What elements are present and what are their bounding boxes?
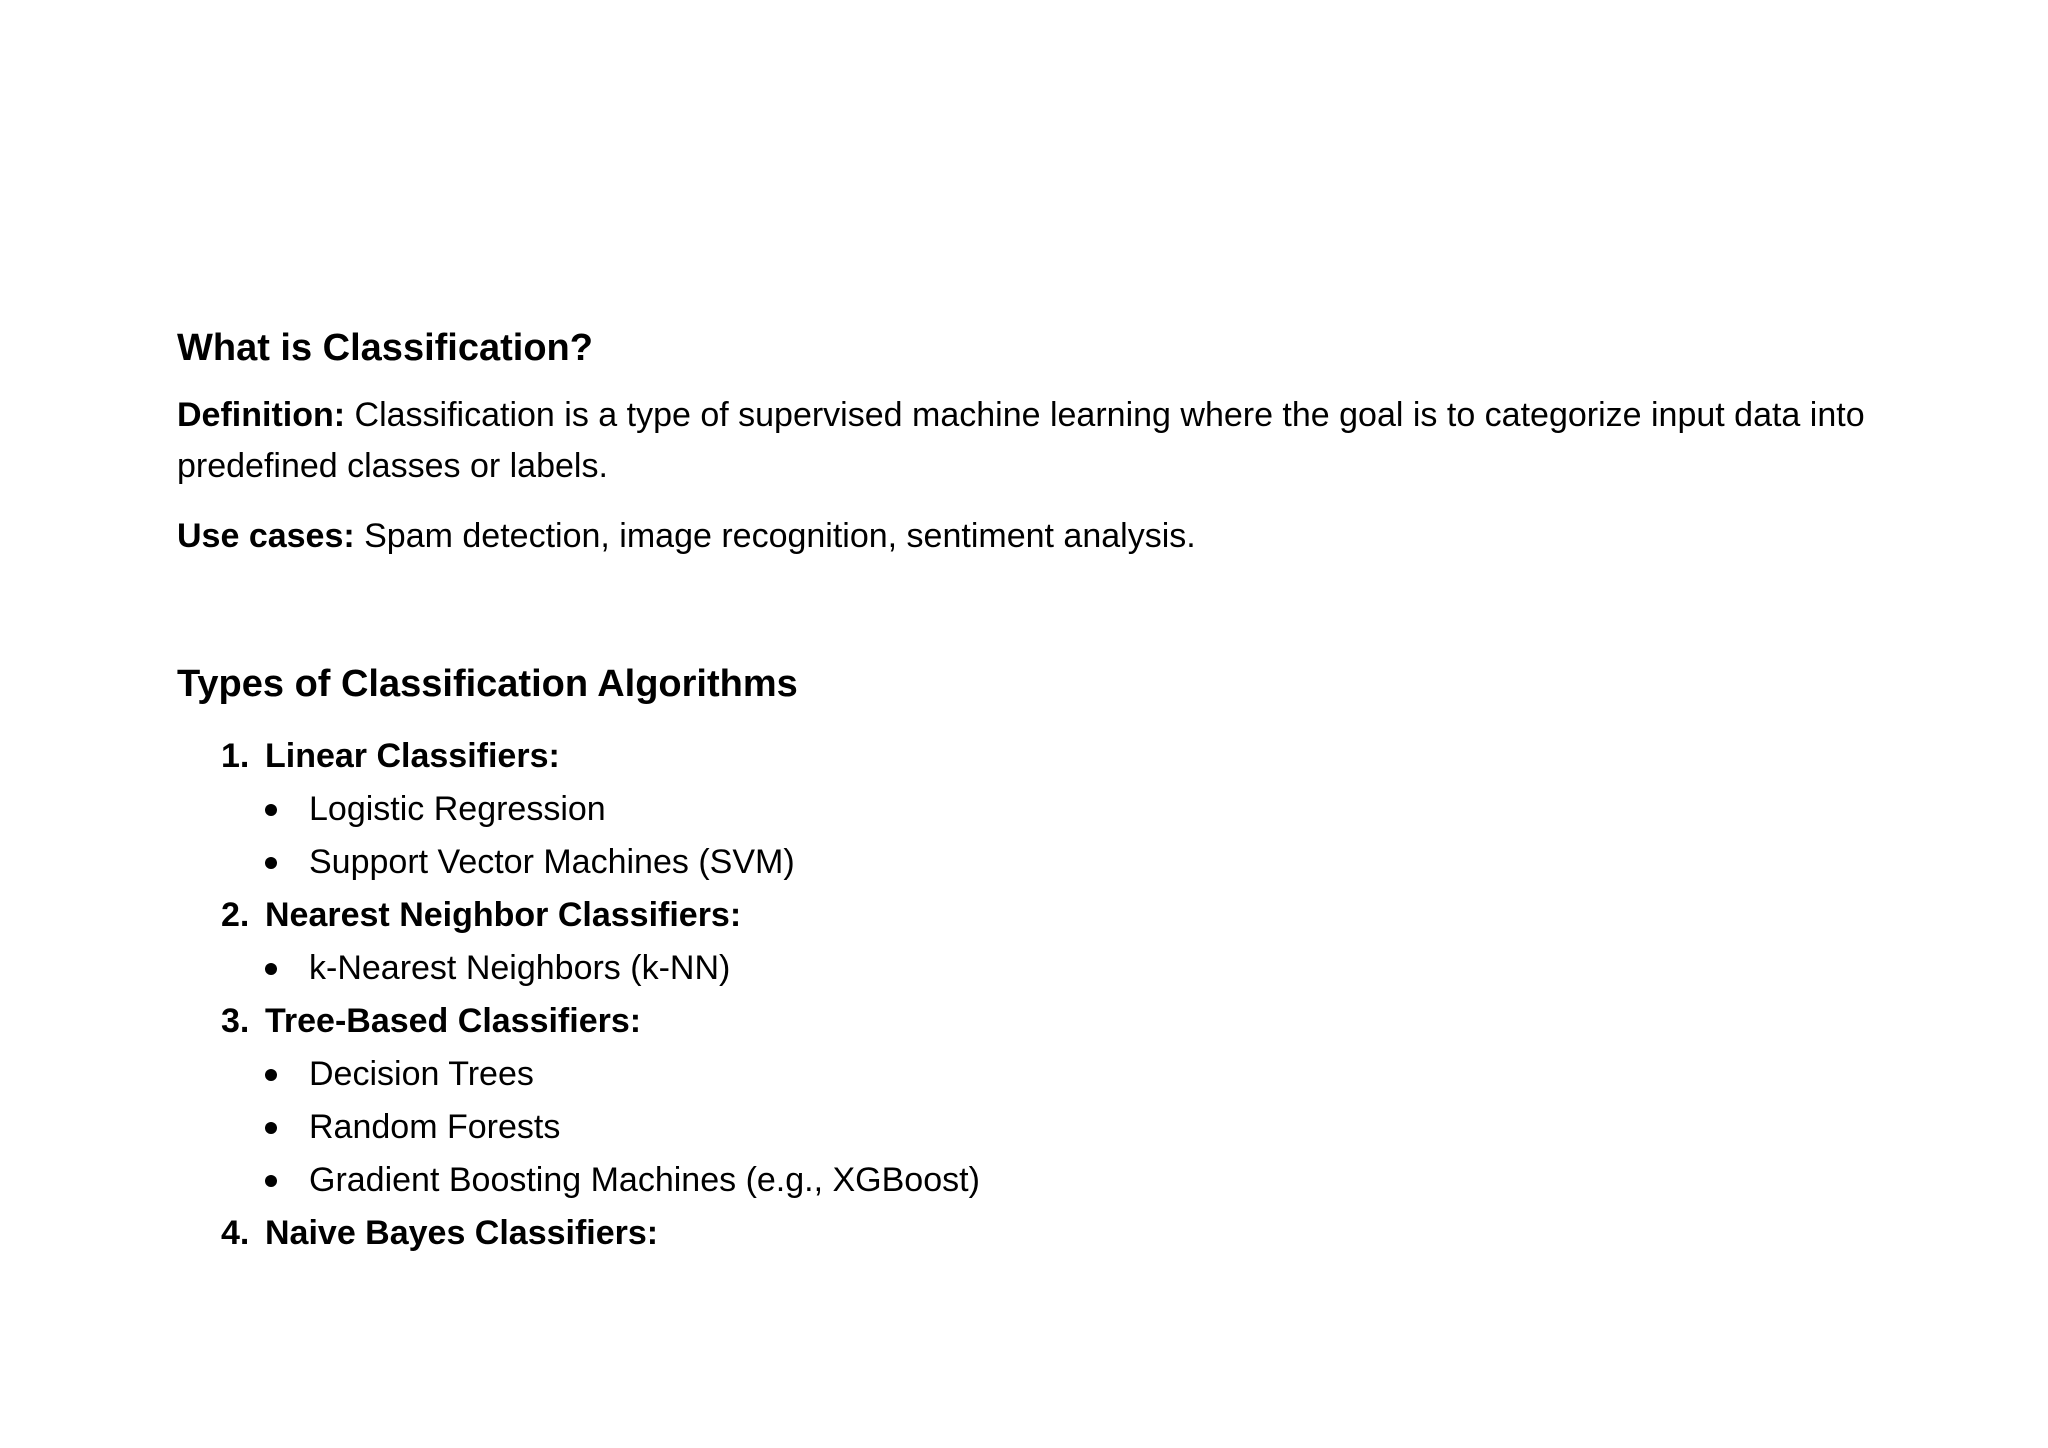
type-heading [221, 889, 1897, 942]
definition-paragraph [177, 390, 1897, 492]
list-number: 4. [221, 1214, 250, 1252]
list-item [265, 942, 1897, 995]
list-item [265, 1154, 1897, 1207]
type-label: Linear Classifiers: [265, 737, 560, 775]
sub-item-label: Random Forests [309, 1108, 561, 1146]
type-heading [221, 730, 1897, 783]
list-number: 3. [221, 1002, 250, 1040]
document-content [177, 318, 1897, 1260]
sub-item-label: Gradient Boosting Machines (e.g., XGBoost) [309, 1161, 980, 1199]
sub-item-label: k-Nearest Neighbors (k-NN) [309, 949, 731, 987]
list-number: 2. [221, 896, 250, 934]
list-item [221, 995, 1897, 1207]
list-item [265, 783, 1897, 836]
sub-list [221, 942, 1897, 995]
list-number: 1. [221, 737, 250, 775]
list-item [265, 836, 1897, 889]
usecases-paragraph [177, 511, 1897, 562]
list-item [265, 1048, 1897, 1101]
sub-item-label: Support Vector Machines (SVM) [309, 843, 795, 881]
list-item [265, 1101, 1897, 1154]
section-heading-types: Types of Classification Algorithms [177, 663, 798, 705]
list-item [221, 889, 1897, 995]
type-label: Naive Bayes Classifiers: [265, 1214, 659, 1252]
list-item [221, 1207, 1897, 1260]
bullet-icon [265, 1175, 277, 1187]
definition-label: Definition: [177, 396, 346, 434]
section-heading-what-is-classification: What is Classification? [177, 327, 593, 369]
sub-list [221, 1048, 1897, 1207]
usecases-text: Spam detection, image recognition, sentiment analysis. [354, 517, 1196, 555]
sub-list [221, 783, 1897, 889]
sub-item-label: Logistic Regression [309, 790, 606, 828]
bullet-icon [265, 1069, 277, 1081]
usecases-label: Use cases: [177, 517, 355, 555]
classifier-types-list [177, 730, 1897, 1260]
type-label: Nearest Neighbor Classifiers: [265, 896, 742, 934]
bullet-icon [265, 963, 277, 975]
type-label: Tree-Based Classifiers: [265, 1002, 642, 1040]
type-heading [221, 1207, 1897, 1260]
type-heading [221, 995, 1897, 1048]
sub-item-label: Decision Trees [309, 1055, 534, 1093]
bullet-icon [265, 804, 277, 816]
bullet-icon [265, 857, 277, 869]
bullet-icon [265, 1122, 277, 1134]
list-item [221, 730, 1897, 889]
definition-text: Classification is a type of supervised machine learning where the goal is to categorize input data into predefined classes or labels. [177, 396, 1865, 485]
